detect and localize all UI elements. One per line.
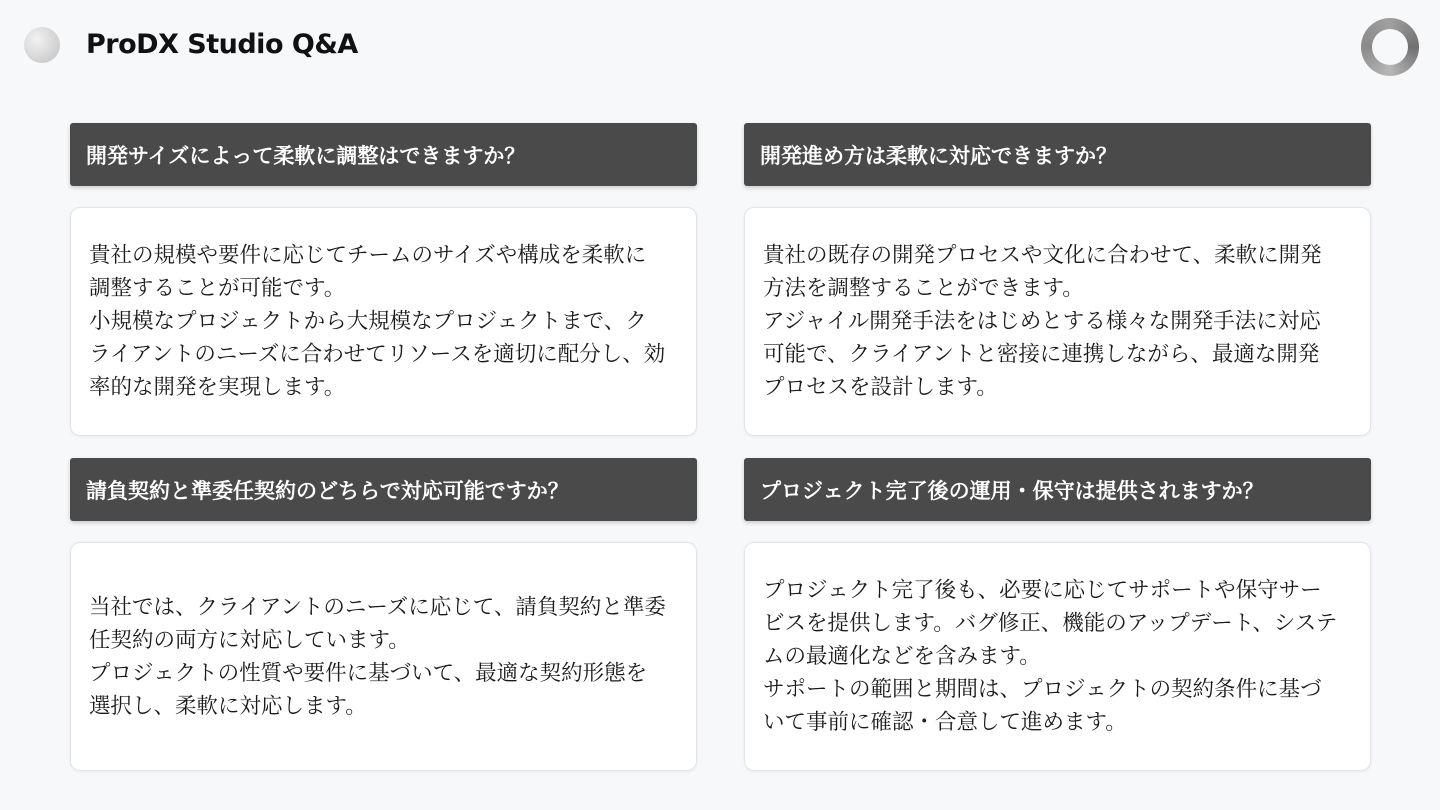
loading-ring-icon [1361, 18, 1419, 76]
faq-answer-paragraph: アジャイル開発手法をはじめとする様々な開発手法に対応可能で、クライアントと密接に連携しながら、最適な開発プロセスを設計します。 [763, 309, 1321, 400]
faq-question-bar[interactable] [70, 458, 697, 521]
faq-answer-paragraph: 貴社の規模や要件に応じてチームのサイズや構成を柔軟に調整することが可能です。 [89, 243, 647, 301]
faq-answer-card [70, 542, 697, 771]
faq-question-bar[interactable] [744, 458, 1371, 521]
faq-answer-paragraph: 当社では、クライアントのニーズに応じて、請負契約と準委任契約の両方に対応しています。 [89, 594, 666, 653]
faq-question-text: 請負契約と準委任契約のどちらで対応可能ですか？ [86, 478, 569, 503]
faq-question-bar[interactable] [744, 123, 1371, 186]
faq-answer-card [744, 207, 1371, 436]
faq-answer-card [70, 207, 697, 436]
page-title: ProDX Studio Q&A [86, 29, 358, 60]
header [0, 0, 1440, 90]
faq-question-text: プロジェクト完了後の運用・保守は提供されますか？ [760, 478, 1264, 503]
faq-question-text: 開発サイズによって柔軟に調整はできますか？ [86, 143, 526, 168]
faq-answer-paragraph: サポートの範囲と期間は、プロジェクトの契約条件に基づいて事前に確認・合意して進めます。 [763, 677, 1322, 735]
logo-circle-icon [24, 27, 60, 63]
faq-answer-paragraph: 貴社の既存の開発プロセスや文化に合わせて、柔軟に開発方法を調整することができます。 [763, 243, 1322, 301]
faq-question-bar[interactable] [70, 123, 697, 186]
faq-question-text: 開発進め方は柔軟に対応できますか？ [760, 143, 1117, 168]
faq-answer-paragraph: プロジェクト完了後も、必要に応じてサポートや保守サービスを提供します。バグ修正、機能のアップデート、システムの最適化などを含みます。 [763, 578, 1338, 669]
faq-answer-card [744, 542, 1371, 771]
faq-answer-paragraph: プロジェクトの性質や要件に基づいて、最適な契約形態を選択し、柔軟に対応します。 [89, 660, 648, 719]
faq-answer-paragraph: 小規模なプロジェクトから大規模なプロジェクトまで、クライアントのニーズに合わせてリソースを適切に配分し、効率的な開発を実現します。 [89, 309, 666, 400]
